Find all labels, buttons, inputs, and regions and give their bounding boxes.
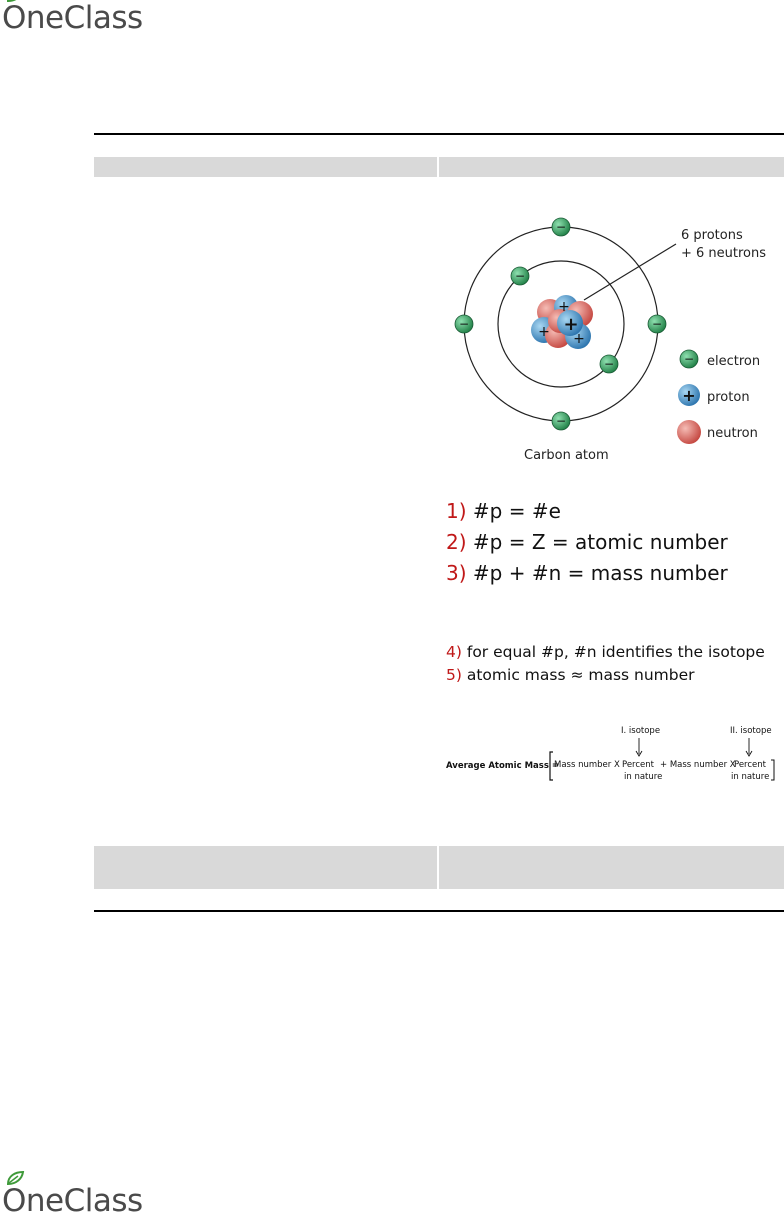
leaf-icon — [5, 1170, 27, 1186]
logo-text: neClass — [25, 0, 143, 36]
logo-o: O — [2, 1183, 26, 1219]
svg-text:−: − — [514, 269, 526, 283]
formula-plus-term: + Mass number X — [660, 760, 736, 770]
carbon-atom-diagram — [440, 190, 784, 470]
table-footer-bar — [94, 846, 784, 889]
svg-text:−: − — [555, 414, 567, 428]
table-header-bar — [94, 157, 784, 177]
header-cell-left — [94, 157, 437, 177]
formula-iso2: II. isotope — [730, 726, 772, 736]
oneclass-logo — [2, 0, 143, 36]
svg-text:−: − — [603, 357, 615, 371]
rule-item: 4) for equal #p, #n identifies the isotope — [446, 643, 765, 661]
svg-text:+: + — [538, 324, 550, 340]
nucleus-label-line2: + 6 neutrons — [681, 246, 767, 261]
formula-iso1: I. isotope — [621, 726, 661, 736]
svg-text:+: + — [563, 314, 579, 335]
neutron-icon — [677, 420, 701, 444]
rule-item: 3) #p + #n = mass number — [446, 561, 728, 585]
svg-text:+: + — [573, 331, 585, 347]
legend-proton-label: proton — [707, 390, 750, 405]
footer-cell-left — [94, 846, 437, 889]
average-atomic-mass-formula — [440, 722, 784, 786]
atom-caption: Carbon atom — [524, 448, 609, 463]
svg-text:−: − — [651, 317, 663, 331]
svg-text:−: − — [458, 317, 470, 331]
nucleus — [531, 295, 593, 349]
atom-rules-list — [446, 496, 728, 589]
formula-term1: Mass number X — [554, 760, 620, 770]
formula-percent1-line2: in nature — [624, 772, 663, 782]
nucleus-label-line1: 6 protons — [681, 228, 743, 243]
formula-percent1-line1: Percent — [622, 760, 654, 770]
footer-cell-right — [439, 846, 784, 889]
svg-text:−: − — [555, 220, 567, 234]
legend-electron-label: electron — [707, 354, 761, 369]
formula-percent2-line1: Percent — [734, 760, 766, 770]
rule-item: 1) #p = #e — [446, 499, 561, 523]
leaf-icon — [5, 0, 27, 3]
logo-text: neClass — [25, 1183, 143, 1219]
svg-text:+: + — [682, 386, 696, 405]
top-rule — [94, 133, 784, 135]
logo-o: O — [2, 0, 26, 36]
legend-neutron-label: neutron — [707, 426, 758, 441]
isotope-rules-list — [446, 641, 765, 687]
header-cell-right — [439, 157, 784, 177]
rule-item: 2) #p = Z = atomic number — [446, 530, 728, 554]
formula-percent2-line2: in nature — [731, 772, 770, 782]
oneclass-logo-footer — [2, 1183, 143, 1219]
bottom-rule — [94, 910, 784, 912]
rule-item: 5) atomic mass ≈ mass number — [446, 666, 695, 684]
svg-text:−: − — [683, 352, 695, 366]
legend — [677, 350, 760, 444]
svg-text:+: + — [558, 299, 570, 315]
formula-lhs: Average Atomic Mass = — [446, 761, 559, 771]
